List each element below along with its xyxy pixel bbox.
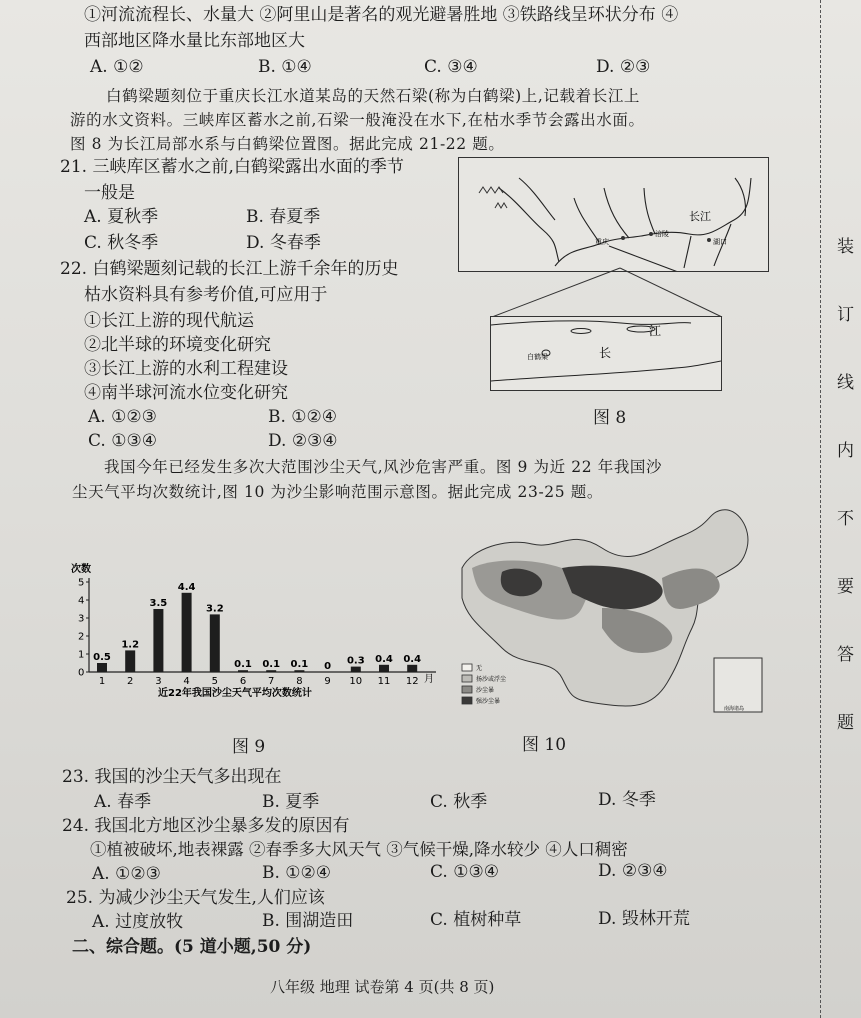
fig8-caption: 图 8 (593, 408, 627, 428)
x-tick-label-9: 9 (324, 676, 331, 687)
q22-option-d: D. ②③④ (268, 431, 338, 451)
inset-label: 南海诸岛 (724, 706, 745, 712)
legend-swatch-sandstorm (462, 686, 472, 693)
q23-option-d: D. 冬季 (598, 790, 656, 810)
label-chang: 长 (599, 346, 612, 360)
page-footer: 八年级 地理 试卷第 4 页(共 8 页) (270, 978, 495, 996)
q25-option-b: B. 围湖造田 (262, 911, 354, 931)
y-tick-label: 2 (78, 631, 85, 643)
x-tick-label-5: 5 (211, 676, 218, 687)
q22-item-3: ③长江上游的水利工程建设 (84, 359, 288, 379)
bar-month-10 (351, 667, 361, 672)
option-a: A. ①② (90, 57, 144, 77)
q25-option-c: C. 植树种草 (430, 910, 522, 930)
bar-month-12 (407, 665, 417, 672)
q23-option-b: B. 夏季 (262, 792, 320, 812)
intro-2-line-2: 尘天气平均次数统计,图 10 为沙尘影响范围示意图。据此完成 23-25 题。 (72, 483, 603, 501)
data-label-month-3: 3.5 (149, 598, 168, 609)
q22-option-a: A. ①②③ (88, 407, 157, 427)
x-tick-label-6: 6 (239, 676, 247, 687)
q22-option-c: C. ①③④ (88, 431, 157, 451)
q21-option-d: D. 冬春季 (246, 233, 321, 253)
binding-char-2: 订 (837, 305, 854, 325)
x-tick-label-11: 11 (377, 676, 391, 687)
option-c: C. ③④ (424, 57, 478, 77)
y-tick-label: 4 (78, 595, 85, 607)
data-label-month-6: 0.1 (234, 659, 252, 671)
bar-month-2 (125, 650, 135, 672)
fig8-detail-svg (491, 317, 721, 390)
q25-option-d: D. 毁林开荒 (598, 909, 690, 929)
x-tick-label-8: 8 (296, 676, 303, 687)
y-tick-label: 1 (78, 649, 85, 661)
bar-month-1 (97, 663, 107, 672)
x-tick-label-12: 12 (405, 676, 419, 687)
q24-option-a: A. ①②③ (92, 864, 161, 884)
label-changjiang: 长江 (689, 210, 711, 223)
binding-char-1: 装 (837, 237, 854, 257)
intro-1-line-2: 游的水文资料。三峡库区蓄水之前,石梁一般淹没在水下,在枯水季节会露出水面。 (70, 111, 645, 129)
data-label-month-7: 0.1 (262, 659, 281, 671)
south-sea-inset (714, 658, 762, 712)
x-tick-label-7: 7 (268, 676, 275, 687)
x-tick-label-4: 4 (183, 676, 190, 687)
legend-swatch-none (462, 664, 472, 671)
q22-stem-2: 枯水资料具有参考价值,可应用于 (84, 285, 328, 305)
data-label-month-2: 1.2 (121, 639, 140, 651)
label-jiang: 江 (649, 324, 662, 338)
q21-option-a: A. 夏秋季 (84, 207, 159, 227)
option-d: D. ②③ (596, 57, 651, 77)
q22-option-b: B. ①②④ (268, 407, 338, 427)
x-tick-label-3: 3 (155, 676, 162, 687)
fig8-zoom-lines (490, 262, 740, 322)
q24-stem: 24. 我国北方地区沙尘暴多发的原因有 (62, 816, 350, 836)
fig10-caption: 图 10 (522, 735, 567, 755)
fig10-dust-map (452, 508, 770, 718)
binding-strip (820, 0, 861, 1018)
data-label-month-11: 0.4 (375, 653, 393, 665)
intro-1-line-3: 图 8 为长江局部水系与白鹤梁位置图。据此完成 21-22 题。 (70, 135, 505, 153)
fig8-river-svg (459, 158, 768, 271)
q23-stem: 23. 我国的沙尘天气多出现在 (62, 767, 282, 787)
q24-option-d: D. ②③④ (598, 861, 668, 881)
data-label-month-10: 0.3 (346, 655, 365, 667)
fig8-river-map (458, 157, 769, 272)
binding-char-3: 线 (837, 373, 854, 393)
data-label-month-12: 0.4 (403, 653, 422, 665)
label-chongqing: 重庆 (595, 238, 609, 246)
legend-swatch-floating-dust (462, 675, 472, 682)
fig10-legend (462, 664, 506, 705)
bar-month-5 (210, 614, 220, 672)
q22-item-1: ①长江上游的现代航运 (84, 311, 254, 331)
data-label-month-8: 0.1 (290, 659, 309, 671)
chart-title: 近22年我国沙尘天气平均次数统计 (158, 688, 312, 699)
binding-char-6: 要 (837, 577, 854, 597)
q21-option-c: C. 秋冬季 (84, 233, 159, 253)
fig9-caption: 图 9 (232, 737, 266, 757)
binding-char-8: 题 (837, 713, 854, 733)
fig9-bar-chart (68, 560, 448, 705)
q22-stem-1: 22. 白鹤梁题刻记载的长江上游千余年的历史 (60, 259, 399, 279)
bar-month-6 (238, 670, 248, 672)
y-tick-label: 3 (78, 613, 85, 625)
q23-option-a: A. 春季 (94, 792, 152, 812)
binding-char-7: 答 (837, 645, 854, 665)
x-tick-label-2: 2 (127, 676, 134, 687)
bar-month-3 (153, 609, 163, 672)
y-axis-label: 次数 (71, 564, 91, 575)
legend-label-sandstorm: 沙尘暴 (476, 687, 495, 694)
section-2-heading: 二、综合题。(5 道小题,50 分) (72, 937, 312, 957)
q22-item-2: ②北半球的环境变化研究 (84, 335, 271, 355)
bar-month-8 (294, 670, 304, 672)
q25-stem: 25. 为减少沙尘天气发生,人们应该 (66, 888, 325, 908)
q24-option-c: C. ①③④ (430, 862, 499, 882)
x-tick-label-10: 10 (349, 676, 363, 687)
x-tick-label-1: 1 (98, 676, 106, 687)
bar-month-4 (182, 593, 192, 672)
q21-option-b: B. 春夏季 (246, 207, 321, 227)
data-label-month-1: 0.5 (93, 652, 111, 663)
binding-char-4: 内 (837, 441, 854, 461)
data-label-month-5: 3.2 (205, 603, 224, 615)
q21-stem-1: 21. 三峡库区蓄水之前,白鹤梁露出水面的季节 (60, 157, 404, 177)
data-label-month-4: 4.4 (177, 581, 196, 593)
q24-items: ①植被破坏,地表裸露 ②春季多大风天气 ③气候干燥,降水较少 ④人口稠密 (90, 840, 628, 859)
bar-month-11 (379, 665, 389, 672)
legend-swatch-strong-sandstorm (462, 697, 472, 704)
label-baiheliang: 白鹤梁 (527, 353, 548, 361)
intro-2-line-1: 我国今年已经发生多次大范围沙尘天气,风沙危害严重。图 9 为近 22 年我国沙 (104, 458, 663, 476)
bar-month-7 (266, 670, 276, 672)
legend-label-none: 无 (476, 665, 483, 672)
legend-label-strong-sandstorm: 强沙尘暴 (476, 698, 501, 705)
data-label-month-9: 0 (324, 661, 332, 672)
label-hukou: 湖口 (713, 238, 727, 246)
option-b: B. ①④ (258, 57, 312, 77)
q24-option-b: B. ①②④ (262, 863, 332, 883)
binding-char-5: 不 (837, 509, 854, 529)
y-tick-label: 5 (78, 577, 85, 589)
q25-option-a: A. 过度放牧 (92, 912, 184, 932)
q23-option-c: C. 秋季 (430, 792, 488, 812)
legend-label-floating-dust: 扬沙或浮尘 (476, 676, 507, 683)
prev-question-line-2: 西部地区降水量比东部地区大 (84, 31, 305, 51)
q22-item-4: ④南半球河流水位变化研究 (84, 383, 288, 403)
prev-question-line-1: ①河流流程长、水量大 ②阿里山是著名的观光避暑胜地 ③铁路线呈环状分布 ④ (84, 5, 679, 25)
region-sandstorm-northeast (662, 569, 720, 609)
intro-1-line-1: 白鹤梁题刻位于重庆长江水道某岛的天然石梁(称为白鹤梁)上,记载着长江上 (106, 87, 641, 105)
x-axis-unit: 月 (424, 674, 434, 685)
label-fuling: 涪陵 (655, 230, 669, 238)
yangtze-mainstream (555, 178, 751, 266)
y-tick-label: 0 (78, 667, 85, 679)
q21-stem-2: 一般是 (84, 183, 135, 203)
fig8-detail-map (490, 316, 722, 391)
